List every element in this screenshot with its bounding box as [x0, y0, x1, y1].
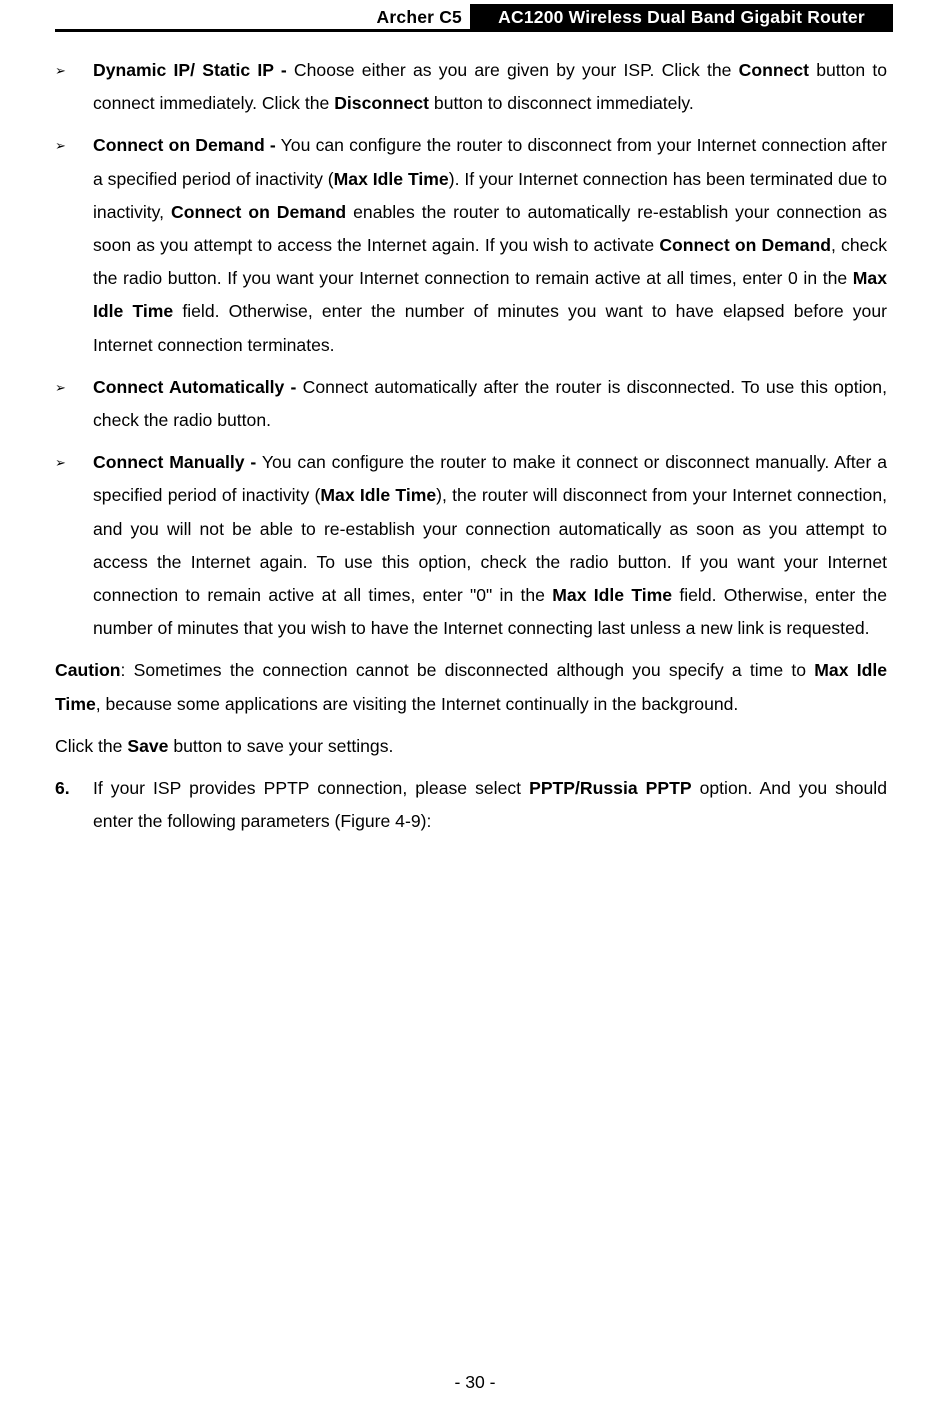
text: enables the router to automatically re-establish your connection as soon as you attempt to access the Internet again. If you wish to activate: [93, 201, 887, 256]
term: Max Idle Time: [55, 660, 888, 714]
page-header: [55, 4, 893, 32]
text: button to save your settings.: [168, 735, 394, 756]
arrow-bullet-icon: ➢: [55, 138, 66, 154]
text: button to disconnect immediately.: [429, 93, 694, 114]
text: field. Otherwise, enter the number of minutes that you wish to have the Internet connecting last unless a new link is requested.: [93, 585, 887, 639]
arrow-bullet-icon: ➢: [55, 379, 66, 395]
text: Connect automatically after the router is disconnected. To use this option, check the radio button.: [93, 376, 887, 431]
text: field. Otherwise, enter the number of minutes you want to have elapsed before your Internet connection terminates.: [93, 301, 887, 355]
term: Connect on Demand -: [93, 135, 276, 156]
text: Click the: [55, 735, 128, 756]
caution-paragraph: [55, 654, 887, 720]
term: Max Idle Time: [552, 585, 673, 606]
text: If your ISP provides PPTP connection, please select: [93, 778, 530, 799]
bullet-item-connect-on-demand: [55, 129, 887, 361]
page-number: - 30 -: [454, 1372, 496, 1392]
term: Dynamic IP/ Static IP -: [93, 60, 287, 80]
page-content: [55, 54, 887, 847]
bullet-item-connect-manually: [55, 446, 887, 645]
numbered-step-6: [55, 772, 887, 838]
term: Connect Automatically -: [93, 376, 297, 397]
save-paragraph: [55, 730, 887, 763]
text: : Sometimes the connection cannot be disconnected although you specify a time to: [120, 660, 815, 681]
text: You can configure the router to disconnect from your Internet connection after a specified period of inactivity (: [93, 135, 887, 189]
term: Connect on Demand: [659, 235, 831, 256]
step-number: 6.: [55, 778, 70, 799]
term: Connect: [738, 60, 809, 80]
text: , check the radio button. If you want your Internet connection to remain active at all times, enter 0 in the: [93, 235, 887, 289]
term: Disconnect: [334, 93, 430, 114]
text: option. And you should enter the following parameters (Figure 4-9):: [93, 778, 887, 832]
text: ), the router will disconnect from your Internet connection, and you will not be able to re-establish your connection automatically as soon as you attempt to access the Internet again. To use this option, check the radio button. If you want your Internet connection to remain active at all times, enter "0" in the: [93, 485, 887, 606]
caution-label: Caution: [55, 660, 121, 681]
term: Connect on Demand: [171, 201, 347, 222]
header-model: Archer C5: [376, 7, 462, 27]
term: Save: [127, 735, 169, 756]
term: Max Idle Time: [93, 268, 887, 322]
bullet-item-dynamic-static-ip: [55, 54, 887, 120]
term: Max Idle Time: [333, 168, 449, 189]
header-title: AC1200 Wireless Dual Band Gigabit Router: [470, 4, 893, 29]
text: You can configure the router to make it connect or disconnect manually. After a specified period of inactivity (: [93, 452, 887, 506]
bullet-item-connect-automatically: [55, 371, 887, 437]
text: button to connect immediately. Click the: [93, 60, 887, 114]
term: Max Idle Time: [320, 485, 437, 506]
text: ). If your Internet connection has been terminated due to inactivity,: [93, 168, 887, 222]
text: , because some applications are visiting the Internet continually in the background.: [95, 693, 739, 714]
text: Choose either as you are given by your ISP. Click the: [286, 60, 739, 80]
term: Connect Manually -: [93, 452, 257, 473]
arrow-bullet-icon: ➢: [55, 63, 66, 78]
term: PPTP/Russia PPTP: [529, 778, 692, 799]
arrow-bullet-icon: ➢: [55, 455, 66, 471]
